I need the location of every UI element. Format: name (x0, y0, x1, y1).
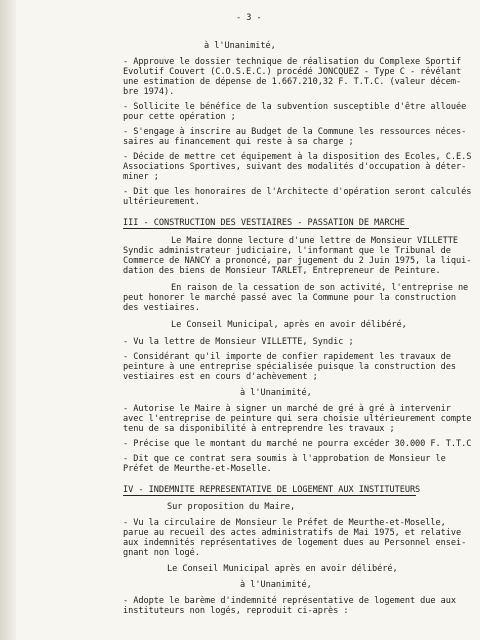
item-authorize-line-3: tenu de sa disponibilité à entreprendre les travaux ; (123, 424, 395, 434)
item-budget-line-2: saires au financement qui reste à sa charge ; (123, 137, 354, 147)
section-heading-iii-underline (123, 228, 409, 229)
item-decide-line-1: - Décide de mettre cet équipement à la disposition des Ecoles, C.E.S (123, 152, 472, 162)
item-budget-line-1: - S'engage à inscrire au Budget de la Commune les ressources néces- (123, 127, 467, 137)
section-heading-iv: IV - INDEMNITE REPRESENTATIVE DE LOGEMENT AUX INSTITUTEURS (123, 485, 421, 495)
item-approve-line-3: une estimation de dépense de 1.667.210,32 F. T.T.C. (valeur décem- (123, 77, 462, 87)
mayor-letter-line-3: Commerce de NANCY a prononcé, par jugement du 2 Juin 1975, la liqui- (123, 256, 472, 266)
item-approve-line-2: Evolutif Couvert (C.O.S.E.C.) procédé JONCQUEZ - Type C - révélant (123, 67, 462, 77)
item-fees-line-1: - Dit que les honoraires de l'Architecte d'opération seront calculés (123, 187, 472, 197)
section-heading-iv-underline (123, 495, 416, 496)
page-number: - 3 - (236, 13, 262, 23)
cessation-line-2: peut honorer le marché passé avec la Commune pour la construction (123, 293, 457, 303)
item-letter: - Vu la lettre de Monsieur VILLETTE, Syndic ; (123, 337, 354, 347)
unanimity-line-3: à l'Unanimité, (240, 580, 312, 590)
mayor-letter-line-1: Le Maire donne lecture d'une lettre de Monsieur VILLETTE (171, 236, 458, 246)
item-decide-line-3: miner ; (123, 172, 159, 182)
section-heading-iii: III - CONSTRUCTION DES VESTIAIRES - PASSATION DE MARCHE (123, 218, 405, 228)
item-amount: - Précise que le montant du marché ne pourra excéder 30.000 F. T.T.C (123, 439, 472, 449)
cessation-line-3: des vestiaires. (123, 303, 200, 313)
item-adopt-line-2: instituteurs non logés, reproduit ci-après : (123, 606, 349, 616)
item-circular-line-1: - Vu la circulaire de Monsieur le Préfet de Meurthe-et-Moselle, (123, 518, 446, 528)
item-approve-line-1: - Approuve le dossier technique de réalisation du Complexe Sportif (123, 57, 462, 67)
item-authorize-line-1: - Autorise le Maire à signer un marché de gré à gré à intervenir (123, 404, 451, 414)
council-deliberation-2: Le Conseil Municipal après en avoir délibéré, (167, 564, 398, 574)
page-edge-shadow (0, 0, 16, 640)
council-deliberation-1: Le Conseil Municipal, après en avoir délibéré, (171, 320, 407, 330)
item-contract-line-1: - Dit que ce contrat sera soumis à l'approbation de Monsieur le (123, 454, 446, 464)
item-circular-line-4: gnant non logé. (123, 548, 200, 558)
item-circular-line-3: aux indemnités représentatives de logement dues au Personnel ensei- (123, 538, 467, 548)
mayor-letter-line-2: Syndic administrateur judiciaire, l'informant que le Tribunal de (123, 246, 451, 256)
item-fees-line-2: ultérieurement. (123, 197, 200, 207)
item-subsidy-line-2: pour cette opération ; (123, 112, 236, 122)
item-considering-line-3: vestiaires est en cours d'achèvement ; (123, 372, 318, 382)
item-adopt-line-1: - Adopte le barème d'indemnité représentative de logement due aux (123, 596, 457, 606)
item-circular-line-2: parue au recueil des actes administratifs de Mai 1975, et relative (123, 528, 462, 538)
item-considering-line-2: peinture à une entreprise spécialisée puisque la construction des (123, 362, 457, 372)
item-decide-line-2: Associations Sportives, suivant des modalités d'occupation à déter- (123, 162, 467, 172)
item-authorize-line-2: avec l'entreprise de peinture qui sera choisie ultérieurement compte (123, 414, 472, 424)
mayor-proposal: Sur proposition du Maire, (167, 502, 296, 512)
item-considering-line-1: - Considérant qu'il importe de confier rapidement les travaux de (123, 352, 451, 362)
cessation-line-1: En raison de la cessation de son activité, l'entreprise ne (171, 283, 469, 293)
item-subsidy-line-1: - Sollicite le bénéfice de la subvention susceptible d'être allouée (123, 102, 467, 112)
item-approve-line-4: bre 1974). (123, 87, 175, 97)
unanimity-line-1: à l'Unanimité, (204, 41, 276, 51)
mayor-letter-line-4: dation des biens de Monsieur TARLET, Entrepreneur de Peinture. (123, 266, 441, 276)
item-contract-line-2: Préfet de Meurthe-et-Moselle. (123, 464, 272, 474)
unanimity-line-2: à l'Unanimité, (240, 388, 312, 398)
